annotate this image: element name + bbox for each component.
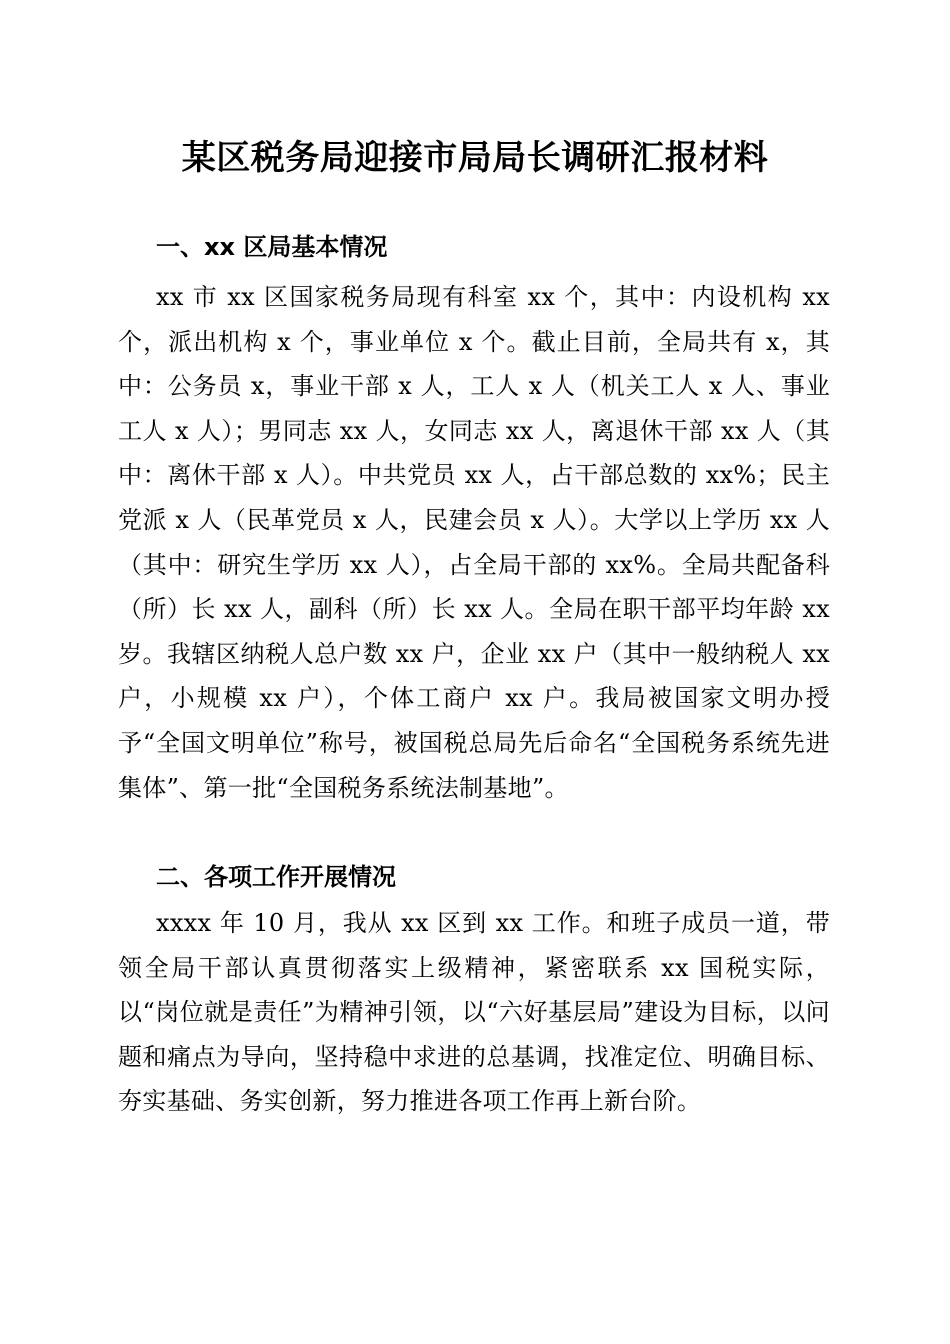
- section-heading-work-progress: 二、各项工作开展情况: [156, 863, 396, 891]
- section-paragraph-work-progress: xxxx 年 10 月，我从 xx 区到 xx 工作。和班子成员一道，带领全局干部认真贯彻落实上级精神，紧密联系 xx 国税实际，以“岗位就是责任”为精神引领，以“六好基层局”建设为目标，以问题和痛点为导向，坚持稳中求进的总基调，找准定位、明确目标、夯实基础、务实创新，努力推进各项工作再上新台阶。: [118, 909, 830, 1116]
- document-title: 某区税务局迎接市局局长调研汇报材料: [181, 138, 769, 178]
- section-paragraph-basic-info: xx 市 xx 区国家税务局现有科室 xx 个，其中：内设机构 xx 个，派出机构 x 个，事业单位 x 个。截止目前，全局共有 x，其中：公务员 x，事业干部 x 人，工人 x 人（机关工人 x 人、事业工人 x 人）；男同志 xx 人，女同志 xx 人，离退休干部 xx 人（其中：离休干部 x 人）。中共党员 xx 人，占干部总数的 xx%；民主党派 x 人（民革党员 x 人，民建会员 x 人）。大学以上学历 xx 人（其中：研究生学历 xx 人），占全局干部的 xx%。全局共配备科（所）长 xx 人，副科（所）长 xx 人。全局在职干部平均年龄 xx 岁。我辖区纳税人总户数 xx 户，企业 xx 户（其中一般纳税人 xx 户，小规模 xx 户），个体工商户 xx 户。我局被国家文明办授予“全国文明单位”称号，被国税总局先后命名“全国税务系统先进集体”、第一批“全国税务系统法制基地”。: [118, 283, 830, 802]
- section-heading-basic-info: 一、xx 区局基本情况: [156, 233, 388, 261]
